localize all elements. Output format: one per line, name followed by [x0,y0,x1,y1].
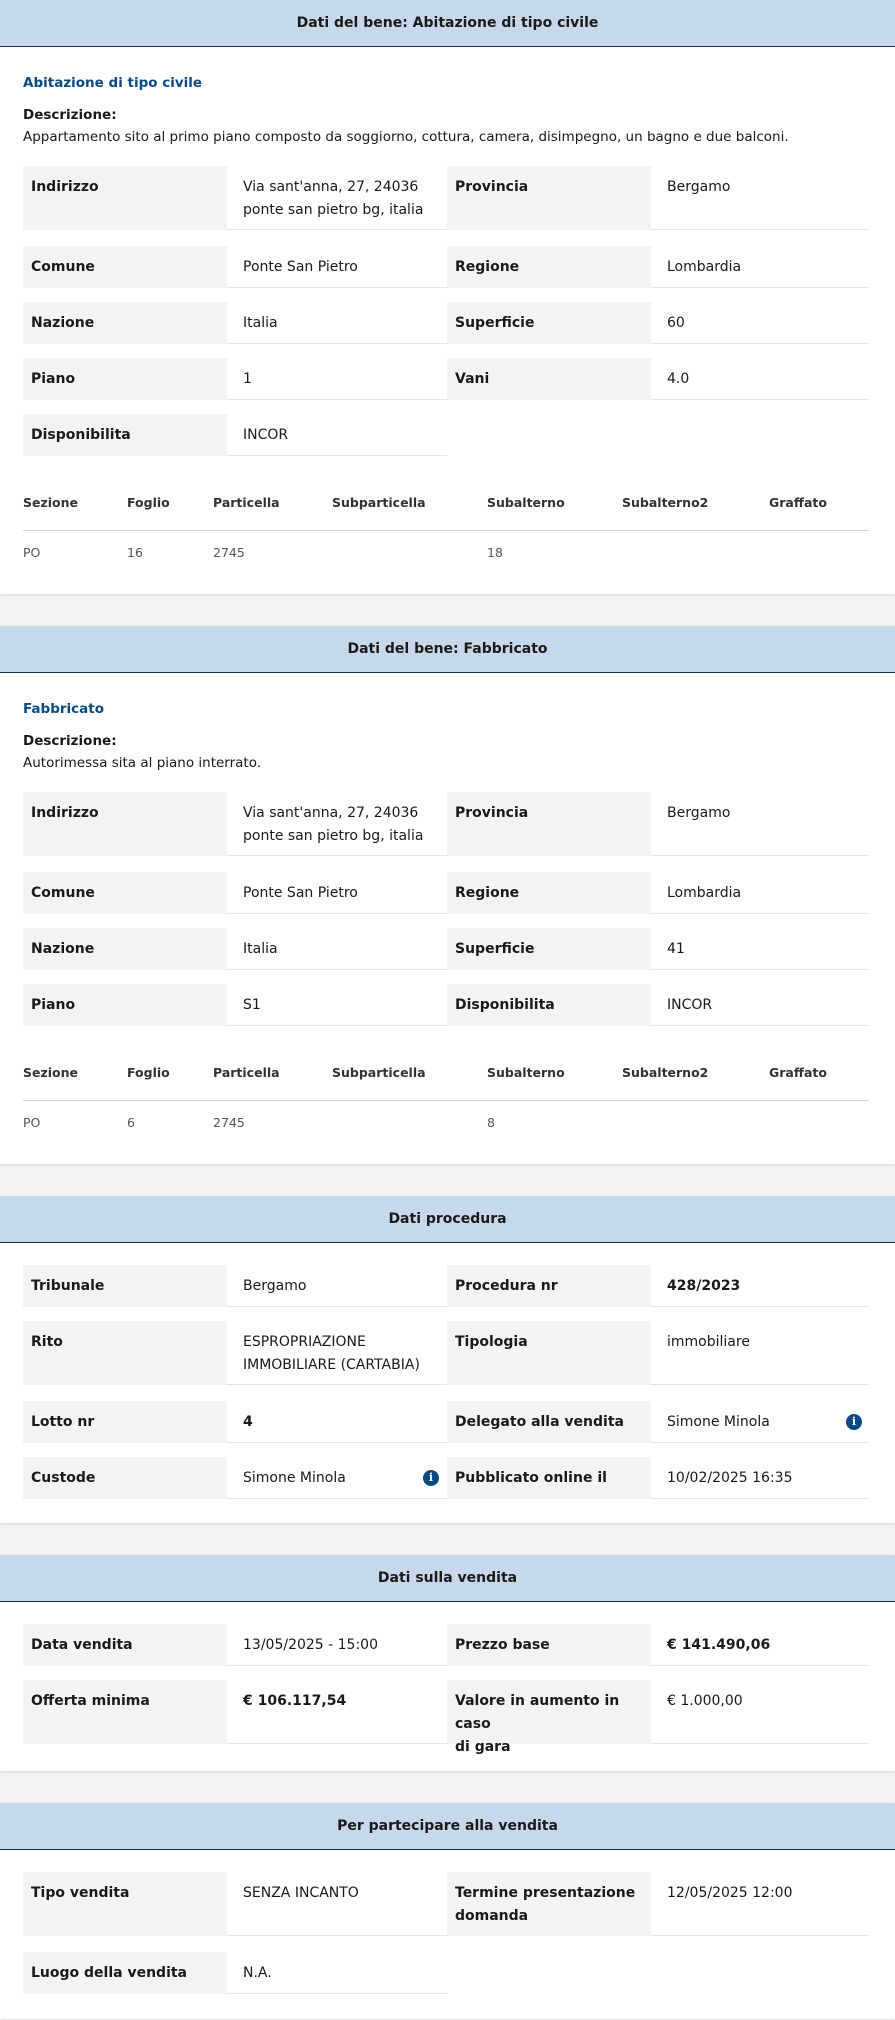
field-row [23,928,869,970]
field-value: immobiliare [651,1321,869,1385]
address-value [227,792,447,856]
description-text: Appartamento sito al primo piano composto da soggiorno, cottura, camera, disimpegno, un bagno e due balconi. [23,129,789,145]
field-label: Piano [23,358,227,400]
field-label: Nazione [23,302,227,344]
termine-label [447,1872,651,1936]
bene-subtitle: Abitazione di tipo civile [23,75,203,91]
aumento-label-line-2: di gara [455,1739,511,1755]
catasto-header: Foglio [127,1065,170,1080]
field-label: Piano [23,984,227,1026]
termine-label-line-2: domanda [455,1908,529,1924]
catasto-value: PO [23,1115,41,1130]
field-row [23,1265,869,1307]
field-label: Tribunale [23,1265,227,1307]
field-label: Superficie [447,928,651,970]
field-value: 13/05/2025 - 15:00 [227,1624,447,1666]
rito-value [227,1321,447,1385]
field-label: Delegato alla vendita [447,1401,651,1443]
bene-subtitle: Fabbricato [23,701,104,717]
field-row [23,1624,869,1666]
field-row [23,302,869,344]
catasto-header: Sezione [23,1065,79,1080]
field-label: Disponibilita [23,414,227,456]
field-value: Bergamo [227,1265,447,1307]
field-value: Ponte San Pietro [227,246,447,288]
field-label: Lotto nr [23,1401,227,1443]
field-label: Tipo vendita [23,1872,227,1936]
field-label: Regione [447,246,651,288]
card-header: Per partecipare alla vendita [0,1803,895,1850]
field-value: 4 [227,1401,447,1443]
field-value: 1 [227,358,447,400]
card-body [0,1243,895,1524]
catasto-value: 8 [487,1115,495,1130]
field-label: Comune [23,872,227,914]
catasto-value: PO [23,545,41,560]
field-label: Offerta minima [23,1680,227,1744]
address-value [227,166,447,230]
card-header: Dati sulla vendita [0,1555,895,1602]
field-value: 41 [651,928,869,970]
field-value: Lombardia [651,872,869,914]
info-icon[interactable]: i [423,1470,439,1486]
catasto-divider [23,530,869,531]
field-label: Provincia [447,166,651,230]
card-body [0,1850,895,2020]
address-line-1: Via sant'anna, 27, 24036 [243,179,419,195]
rito-line-2: IMMOBILIARE (CARTABIA) [243,1357,420,1373]
field-value: INCOR [227,414,447,456]
field-label: Regione [447,872,651,914]
card-dati-procedura [0,1196,895,1523]
field-value: S1 [227,984,447,1026]
catasto-value: 16 [127,545,143,560]
address-line-2: ponte san pietro bg, italia [243,202,424,218]
catasto-value: 2745 [213,1115,245,1130]
field-value: 12/05/2025 12:00 [651,1872,869,1936]
field-value: 428/2023 [651,1265,869,1307]
catasto-header: Graffato [769,495,827,510]
card-header: Dati del bene: Fabbricato [0,626,895,673]
field-label: Data vendita [23,1624,227,1666]
rito-line-1: ESPROPRIAZIONE [243,1334,366,1350]
aumento-label-line-1: Valore in aumento in caso [455,1693,620,1732]
field-row [23,792,869,856]
field-label: Comune [23,246,227,288]
card-bene-fabbricato [0,626,895,1164]
field-value: € 106.117,54 [227,1680,447,1744]
delegato-name: Simone Minola [667,1414,770,1430]
card-body [0,1602,895,1772]
field-label: Rito [23,1321,227,1385]
field-label: Luogo della vendita [23,1952,227,1994]
field-row [23,1401,869,1443]
card-header: Dati del bene: Abitazione di tipo civile [0,0,895,47]
aumento-label [447,1680,651,1755]
field-label: Tipologia [447,1321,651,1385]
catasto-header: Sezione [23,495,79,510]
catasto-header: Subalterno [487,1065,565,1080]
field-label: Indirizzo [23,166,227,230]
catasto-header: Subalterno2 [622,495,709,510]
field-label: Superficie [447,302,651,344]
field-row [23,1321,869,1385]
field-row [23,1680,869,1755]
description-label: Descrizione: [23,107,117,123]
catasto-header: Particella [213,495,280,510]
field-row [23,984,869,1026]
field-label: Disponibilita [447,984,651,1026]
card-header: Dati procedura [0,1196,895,1243]
delegato-value [651,1401,869,1443]
catasto-value: 6 [127,1115,135,1130]
field-label: Prezzo base [447,1624,651,1666]
description-text: Autorimessa sita al piano interrato. [23,755,262,771]
field-value: € 1.000,00 [651,1680,869,1744]
field-label: Indirizzo [23,792,227,856]
field-row [23,358,869,400]
card-bene-abitazione [0,0,895,594]
catasto-header: Subparticella [332,1065,426,1080]
catasto-header: Subalterno2 [622,1065,709,1080]
field-label: Custode [23,1457,227,1499]
catasto-header: Subalterno [487,495,565,510]
field-row [23,1457,869,1499]
field-row [23,414,869,456]
address-line-1: Via sant'anna, 27, 24036 [243,805,419,821]
catasto-table [23,495,869,565]
custode-name: Simone Minola [243,1470,346,1486]
catasto-divider [23,1100,869,1101]
catasto-value: 18 [487,545,503,560]
card-body [0,673,895,1165]
field-value: INCOR [651,984,869,1026]
catasto-value: 2745 [213,545,245,560]
field-value: SENZA INCANTO [227,1872,447,1936]
field-value: Italia [227,302,447,344]
field-value: Lombardia [651,246,869,288]
field-label: Procedura nr [447,1265,651,1307]
field-value: Ponte San Pietro [227,872,447,914]
field-value: Bergamo [651,792,869,856]
catasto-header: Graffato [769,1065,827,1080]
catasto-header: Subparticella [332,495,426,510]
field-label: Provincia [447,792,651,856]
catasto-header: Foglio [127,495,170,510]
card-dati-vendita [0,1555,895,1771]
card-body [0,47,895,595]
field-value: 60 [651,302,869,344]
field-label: Vani [447,358,651,400]
field-row [23,1872,869,1936]
field-row [23,1952,869,1994]
field-value: 10/02/2025 16:35 [651,1457,869,1499]
field-value: € 141.490,06 [651,1624,869,1666]
catasto-table [23,1065,869,1135]
field-value: Italia [227,928,447,970]
field-row [23,166,869,230]
description-label: Descrizione: [23,733,117,749]
catasto-header: Particella [213,1065,280,1080]
field-label: Pubblicato online il [447,1457,651,1499]
field-label: Nazione [23,928,227,970]
card-partecipare [0,1803,895,2019]
field-row [23,872,869,914]
info-icon[interactable]: i [846,1414,862,1430]
field-row [23,246,869,288]
field-value: Bergamo [651,166,869,230]
custode-value [227,1457,447,1499]
termine-label-line-1: Termine presentazione [455,1885,636,1901]
address-line-2: ponte san pietro bg, italia [243,828,424,844]
field-value: 4.0 [651,358,869,400]
field-value: N.A. [227,1952,447,1994]
